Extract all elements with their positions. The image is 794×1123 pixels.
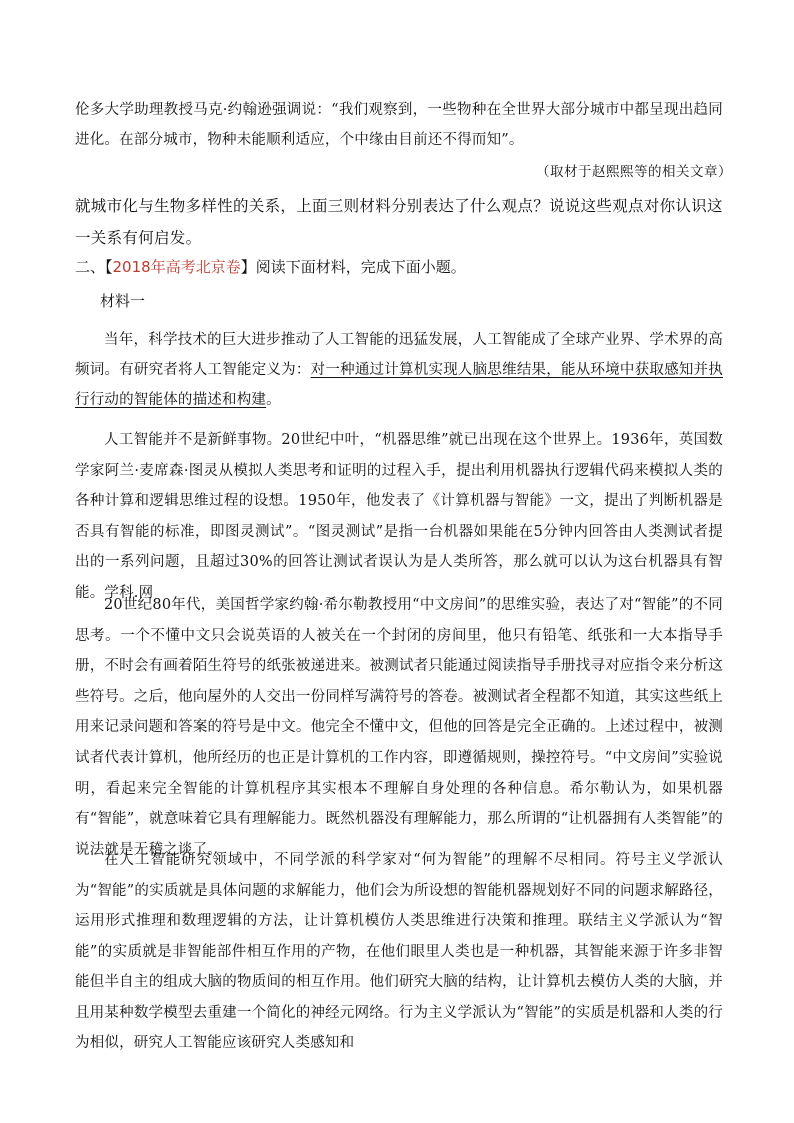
top-paragraph: 伦多大学助理教授马克·约翰逊强调说：“我们观察到，一些物种在全世界大部分城市中都呈现出趋同进化。在部分城市，物种未能顺利适应，个中缘由目前还不得而知”。 (75, 102, 723, 148)
section-prefix: 二、【 (75, 258, 113, 276)
source-note: （取材于赵熙熙等的相关文章） (536, 164, 732, 180)
paragraph-definition-lead: 当年，科学技术的巨大进步推动了人工智能的迅猛发展，人工智能成了全球产业界、学术界的高频词。有研究者将人工智能定义为： (75, 332, 723, 378)
underlined-definition: 对一种通过计算机实现人脑思维结果，能从环境中获取感知并执行行动的智能体的描述和构建 (75, 362, 723, 408)
section-suffix: 】阅读下面材料，完成下面小题。 (240, 258, 466, 276)
paragraph-chinese-room: 20世纪80年代，美国哲学家约翰·希尔勒教授用“中文房间”的思维实验，表达了对“智能”的不同思考。一个不懂中文只会说英语的人被关在一个封闭的房间里，他只有铅笔、纸张和一大本指导手册，不时会有画着陌生符号的纸张被递进来。被测试者只能通过阅读指导手册找寻对应指令来分析这些符号。之后，他向屋外的人交出一份同样写满符号的答卷。被测试者全程都不知道，其实这些纸上用来记录问题和答案的符号是中文。他完全不懂中文，但他的回答是完全正确的。上述过程中，被测试者代表计算机，他所经历的也正是计算机的工作内容，即遵循规则，操控符号。“中文房间”实验说明，看起来完全智能的计算机程序其实根本不理解自身处理的各种信息。希尔勒认为，如果机器有“智能”，就意味着它具有理解能力。既然机器没有理解能力，那么所谓的“让机器拥有人类智能”的说法就是无稽之谈了。 (75, 597, 723, 858)
paragraph-turing: 人工智能并不是新鲜事物。20世纪中叶，“机器思维”就已出现在这个世界上。1936年，英国数学家阿兰·麦席森·图灵从模拟人类思考和证明的过程入手，提出利用机器执行逻辑代码来模拟人类的各种计算和逻辑思维过程的设想。1950年，他发表了《计算机器与智能》一文，提出了判断机器是否具有智能的标准，即图灵测试”。“图灵测试”是指一台机器如果能在5分钟内回答由人类测试者提出的一系列问题，且超过30%的回答让测试者误认为是人类所答，那么就可以认为这台机器具有智能。学科.网 (75, 432, 723, 601)
section-heading (75, 256, 466, 277)
material-label: 材料一 (100, 292, 146, 310)
paragraph-definition-end: 。 (266, 392, 281, 408)
paragraph-schools: 在人工智能研究领域中，不同学派的科学家对“何为智能”的理解不尽相同。符号主义学派认为“智能”的实质就是具体问题的求解能力，他们会为所设想的智能机器规划好不同的问题求解路径，运用形式推理和数理逻辑的方法，让计算机模仿人类思维进行决策和推理。联结主义学派认为“智能”的实质就是非智能部件相互作用的产物，在他们眼里人类也是一种机器，其智能来源于许多非智能但半自主的组成大脑的物质间的相互作用。他们研究大脑的结构，让计算机去模仿人类的大脑，并且用某种数学模型去重建一个简化的神经元网络。行为主义学派认为“智能”的实质是机器和人类的行为相似，研究人工智能应该研究人类感知和 (75, 852, 723, 1051)
source-tag: 2018年高考北京卷 (112, 258, 241, 276)
question-text: 就城市化与生物多样性的关系，上面三则材料分别表达了什么观点？说说这些观点对你认识这一关系有何启发。 (75, 197, 723, 247)
paragraph-definition (75, 325, 723, 415)
